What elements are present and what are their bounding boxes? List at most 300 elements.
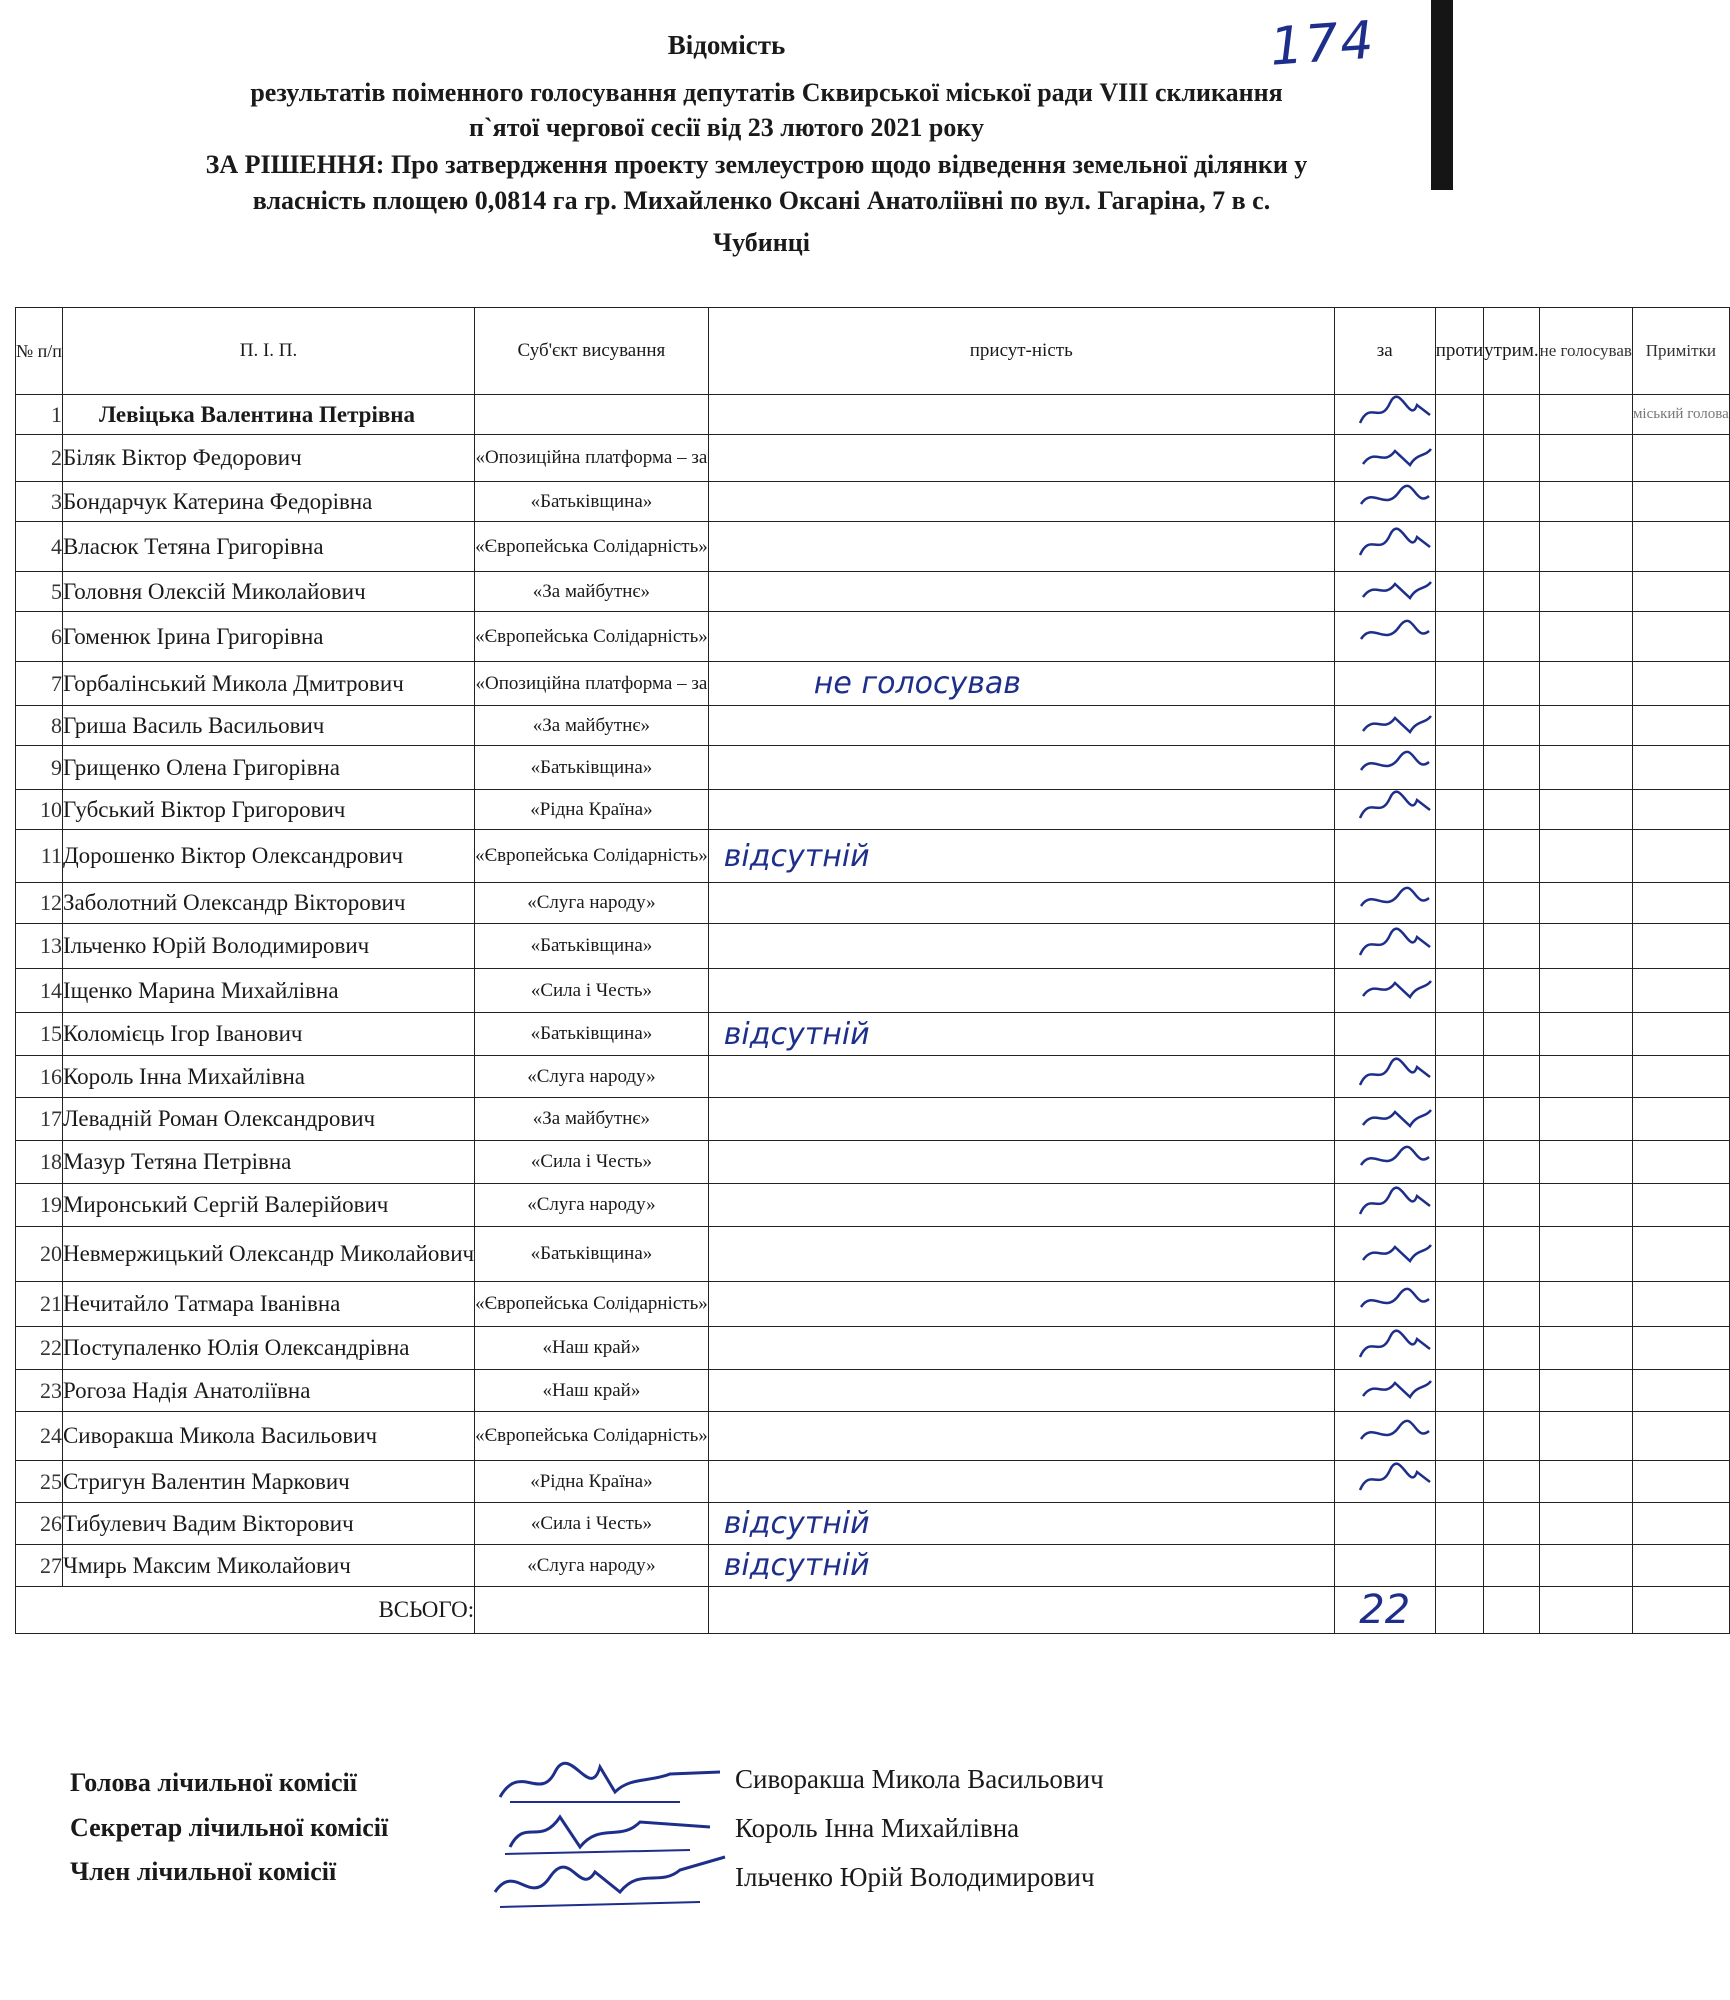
row-number: 19 bbox=[16, 1184, 63, 1227]
signature-mark bbox=[1355, 1235, 1435, 1269]
table-row bbox=[16, 1503, 1730, 1545]
vote-for-cell bbox=[1334, 790, 1435, 830]
table-row bbox=[16, 1461, 1730, 1503]
presence-cell bbox=[708, 1141, 1334, 1184]
commission-secretary-role: Секретар лічильної комісії bbox=[70, 1813, 389, 1842]
handwritten-status: відсутній bbox=[723, 838, 870, 874]
deputy-name: Нечитайло Татмара Іванівна bbox=[62, 1282, 474, 1327]
presence-cell bbox=[708, 1412, 1334, 1461]
vote-against-cell bbox=[1435, 706, 1483, 746]
signature-mark bbox=[1355, 1462, 1435, 1496]
col-header-note: Примітки bbox=[1632, 308, 1729, 395]
col-header-against: проти bbox=[1435, 308, 1483, 395]
row-note bbox=[1632, 706, 1729, 746]
vote-for-cell bbox=[1334, 1503, 1435, 1545]
col-header-for: за bbox=[1334, 308, 1435, 395]
row-note bbox=[1632, 1461, 1729, 1503]
signature-mark bbox=[1355, 706, 1435, 740]
row-number: 26 bbox=[16, 1503, 63, 1545]
row-number: 14 bbox=[16, 969, 63, 1013]
row-note bbox=[1632, 746, 1729, 790]
col-header-abstain: утрим. bbox=[1484, 308, 1539, 395]
nominating-party: «Європейська Солідарність» bbox=[475, 1282, 709, 1327]
commission-secretary-signature bbox=[480, 1802, 730, 1862]
vote-not-voted-cell bbox=[1539, 790, 1632, 830]
vote-not-voted-cell bbox=[1539, 706, 1632, 746]
vote-not-voted-cell bbox=[1539, 1412, 1632, 1461]
nominating-party: «Наш край» bbox=[475, 1327, 709, 1370]
row-number: 7 bbox=[16, 662, 63, 706]
row-note bbox=[1632, 435, 1729, 482]
vote-abstain-cell bbox=[1484, 1141, 1539, 1184]
vote-against-cell bbox=[1435, 1141, 1483, 1184]
signature-mark bbox=[1355, 439, 1435, 473]
presence-cell bbox=[708, 1013, 1334, 1056]
vote-not-voted-cell bbox=[1539, 1184, 1632, 1227]
vote-for-cell bbox=[1334, 662, 1435, 706]
signature-mark bbox=[1355, 482, 1435, 516]
vote-for-cell bbox=[1334, 1461, 1435, 1503]
vote-against-cell bbox=[1435, 662, 1483, 706]
decision-line1: ЗА РІШЕННЯ: Про затвердження проекту землеустрою щодо відведення земельної ділянки у bbox=[205, 150, 1308, 179]
vote-abstain-cell bbox=[1484, 662, 1539, 706]
table-row bbox=[16, 1013, 1730, 1056]
deputy-name: Невмержицький Олександр Миколайович bbox=[62, 1227, 474, 1282]
presence-cell bbox=[708, 924, 1334, 969]
table-row bbox=[16, 1370, 1730, 1412]
table-row bbox=[16, 662, 1730, 706]
vote-not-voted-cell bbox=[1539, 612, 1632, 662]
row-note bbox=[1632, 1098, 1729, 1141]
nominating-party: «Сила і Честь» bbox=[475, 969, 709, 1013]
row-note bbox=[1632, 830, 1729, 883]
nominating-party: «Сила і Честь» bbox=[475, 1503, 709, 1545]
nominating-party: «За майбутнє» bbox=[475, 1098, 709, 1141]
vote-against-cell bbox=[1435, 924, 1483, 969]
vote-for-cell bbox=[1334, 1412, 1435, 1461]
vote-not-voted-cell bbox=[1539, 1141, 1632, 1184]
commission-head-signature bbox=[480, 1752, 730, 1812]
vote-against-cell bbox=[1435, 790, 1483, 830]
nominating-party: «Батьківщина» bbox=[475, 1013, 709, 1056]
signature-mark bbox=[1355, 971, 1435, 1005]
signature-mark bbox=[1355, 1186, 1435, 1220]
col-header-present: присут-ність bbox=[708, 308, 1334, 395]
vote-against-cell bbox=[1435, 522, 1483, 572]
vote-not-voted-cell bbox=[1539, 746, 1632, 790]
nominating-party bbox=[475, 395, 709, 435]
row-note bbox=[1632, 1056, 1729, 1098]
table-row bbox=[16, 924, 1730, 969]
row-number: 12 bbox=[16, 883, 63, 924]
handwritten-status: відсутній bbox=[723, 1548, 870, 1583]
presence-cell bbox=[708, 883, 1334, 924]
nominating-party: «Слуга народу» bbox=[475, 1545, 709, 1587]
table-row bbox=[16, 1184, 1730, 1227]
vote-abstain-cell bbox=[1484, 924, 1539, 969]
nominating-party: «Наш край» bbox=[475, 1370, 709, 1412]
handwritten-status: не голосував bbox=[813, 666, 1021, 701]
row-number: 6 bbox=[16, 612, 63, 662]
vote-against-cell bbox=[1435, 1282, 1483, 1327]
signature-mark bbox=[1355, 884, 1435, 918]
vote-not-voted-cell bbox=[1539, 662, 1632, 706]
document-title: Відомість bbox=[667, 30, 786, 60]
vote-abstain-cell bbox=[1484, 522, 1539, 572]
decision-line3: Чубинці bbox=[713, 228, 810, 257]
nominating-party: «Європейська Солідарність» bbox=[475, 830, 709, 883]
signature-mark bbox=[1355, 1417, 1435, 1451]
row-number: 15 bbox=[16, 1013, 63, 1056]
col-header-name: П. І. П. bbox=[62, 308, 474, 395]
document-subtitle-line1: результатів поіменного голосування депутатів Сквирської міської ради VIII скликання bbox=[250, 78, 1283, 107]
vote-abstain-cell bbox=[1484, 1412, 1539, 1461]
vote-for-cell bbox=[1334, 1282, 1435, 1327]
nominating-party: «Слуга народу» bbox=[475, 883, 709, 924]
presence-cell bbox=[708, 1227, 1334, 1282]
vote-against-cell bbox=[1435, 1013, 1483, 1056]
vote-abstain-cell bbox=[1484, 482, 1539, 522]
row-number: 24 bbox=[16, 1412, 63, 1461]
nominating-party: «Опозиційна платформа – за bbox=[475, 662, 709, 706]
vote-not-voted-cell bbox=[1539, 522, 1632, 572]
row-number: 17 bbox=[16, 1098, 63, 1141]
vote-not-voted-cell bbox=[1539, 395, 1632, 435]
row-note bbox=[1632, 522, 1729, 572]
presence-cell bbox=[708, 1461, 1334, 1503]
vote-for-cell bbox=[1334, 1327, 1435, 1370]
row-note bbox=[1632, 1503, 1729, 1545]
table-row bbox=[16, 1141, 1730, 1184]
vote-abstain-cell bbox=[1484, 612, 1539, 662]
row-number: 25 bbox=[16, 1461, 63, 1503]
row-note bbox=[1632, 883, 1729, 924]
vote-abstain-cell bbox=[1484, 1227, 1539, 1282]
presence-cell bbox=[708, 1370, 1334, 1412]
table-row bbox=[16, 395, 1730, 435]
vote-not-voted-cell bbox=[1539, 1056, 1632, 1098]
table-row bbox=[16, 1282, 1730, 1327]
row-note bbox=[1632, 1545, 1729, 1587]
row-note bbox=[1632, 1184, 1729, 1227]
vote-table bbox=[15, 307, 1730, 1634]
presence-cell bbox=[708, 612, 1334, 662]
vote-against-cell bbox=[1435, 1412, 1483, 1461]
table-row bbox=[16, 572, 1730, 612]
table-row bbox=[16, 482, 1730, 522]
nominating-party: «Європейська Солідарність» bbox=[475, 1412, 709, 1461]
table-row bbox=[16, 830, 1730, 883]
vote-for-cell bbox=[1334, 1098, 1435, 1141]
vote-abstain-cell bbox=[1484, 790, 1539, 830]
vote-against-cell bbox=[1435, 395, 1483, 435]
total-against-cell bbox=[1435, 1587, 1483, 1634]
deputy-name: Гоменюк Ірина Григорівна bbox=[62, 612, 474, 662]
nominating-party: «Батьківщина» bbox=[475, 482, 709, 522]
vote-abstain-cell bbox=[1484, 1184, 1539, 1227]
col-header-not-voted: не голосував bbox=[1539, 308, 1632, 395]
row-number: 11 bbox=[16, 830, 63, 883]
deputy-name: Головня Олексій Миколайович bbox=[62, 572, 474, 612]
vote-not-voted-cell bbox=[1539, 1370, 1632, 1412]
commission-secretary-name: Король Інна Михайлівна bbox=[735, 1813, 1020, 1843]
vote-for-cell bbox=[1334, 924, 1435, 969]
nominating-party: «Сила і Честь» bbox=[475, 1141, 709, 1184]
vote-for-cell bbox=[1334, 1013, 1435, 1056]
table-row bbox=[16, 969, 1730, 1013]
row-number: 10 bbox=[16, 790, 63, 830]
vote-for-cell bbox=[1334, 612, 1435, 662]
row-note bbox=[1632, 1013, 1729, 1056]
vote-against-cell bbox=[1435, 572, 1483, 612]
commission-member-role: Член лічильної комісії bbox=[70, 1857, 337, 1886]
vote-against-cell bbox=[1435, 1227, 1483, 1282]
total-label: ВСЬОГО: bbox=[16, 1587, 475, 1634]
vote-for-cell bbox=[1334, 706, 1435, 746]
total-row bbox=[16, 1587, 1730, 1634]
vote-against-cell bbox=[1435, 482, 1483, 522]
nominating-party: «Батьківщина» bbox=[475, 1227, 709, 1282]
vote-abstain-cell bbox=[1484, 1327, 1539, 1370]
vote-against-cell bbox=[1435, 435, 1483, 482]
presence-cell bbox=[708, 830, 1334, 883]
vote-for-cell bbox=[1334, 746, 1435, 790]
table-row bbox=[16, 1056, 1730, 1098]
nominating-party: «Європейська Солідарність» bbox=[475, 522, 709, 572]
vote-abstain-cell bbox=[1484, 969, 1539, 1013]
nominating-party: «Європейська Солідарність» bbox=[475, 612, 709, 662]
row-note bbox=[1632, 612, 1729, 662]
deputy-name: Гриша Василь Васильович bbox=[62, 706, 474, 746]
nominating-party: «Опозиційна платформа – за bbox=[475, 435, 709, 482]
vote-against-cell bbox=[1435, 1327, 1483, 1370]
total-for-value: 22 bbox=[1334, 1587, 1435, 1634]
vote-not-voted-cell bbox=[1539, 435, 1632, 482]
deputy-name: Левадній Роман Олександрович bbox=[62, 1098, 474, 1141]
row-number: 16 bbox=[16, 1056, 63, 1098]
handwritten-status: відсутній bbox=[723, 1506, 870, 1541]
row-number: 18 bbox=[16, 1141, 63, 1184]
nominating-party: «За майбутнє» bbox=[475, 572, 709, 612]
row-number: 9 bbox=[16, 746, 63, 790]
vote-not-voted-cell bbox=[1539, 1282, 1632, 1327]
signature-mark bbox=[1355, 1371, 1435, 1405]
vote-not-voted-cell bbox=[1539, 969, 1632, 1013]
vote-abstain-cell bbox=[1484, 395, 1539, 435]
vote-abstain-cell bbox=[1484, 1370, 1539, 1412]
vote-abstain-cell bbox=[1484, 1545, 1539, 1587]
table-row bbox=[16, 435, 1730, 482]
row-number: 2 bbox=[16, 435, 63, 482]
row-number: 23 bbox=[16, 1370, 63, 1412]
signature-mark bbox=[1355, 1057, 1435, 1091]
table-row bbox=[16, 1412, 1730, 1461]
vote-against-cell bbox=[1435, 746, 1483, 790]
table-row bbox=[16, 706, 1730, 746]
presence-cell bbox=[708, 1184, 1334, 1227]
total-present-cell bbox=[708, 1587, 1334, 1634]
vote-not-voted-cell bbox=[1539, 1098, 1632, 1141]
nominating-party: «Батьківщина» bbox=[475, 746, 709, 790]
row-note bbox=[1632, 1370, 1729, 1412]
presence-cell bbox=[708, 790, 1334, 830]
vote-not-voted-cell bbox=[1539, 482, 1632, 522]
nominating-party: «Слуга народу» bbox=[475, 1184, 709, 1227]
deputy-name: Мазур Тетяна Петрівна bbox=[62, 1141, 474, 1184]
row-note bbox=[1632, 924, 1729, 969]
presence-cell bbox=[708, 746, 1334, 790]
nominating-party: «Слуга народу» bbox=[475, 1056, 709, 1098]
vote-for-cell bbox=[1334, 482, 1435, 522]
vote-not-voted-cell bbox=[1539, 1503, 1632, 1545]
vote-for-cell bbox=[1334, 830, 1435, 883]
vote-for-cell bbox=[1334, 395, 1435, 435]
vote-abstain-cell bbox=[1484, 1461, 1539, 1503]
total-abstain-cell bbox=[1484, 1587, 1539, 1634]
presence-cell bbox=[708, 572, 1334, 612]
row-number: 20 bbox=[16, 1227, 63, 1282]
presence-cell bbox=[708, 1056, 1334, 1098]
table-header-row bbox=[16, 308, 1730, 395]
row-note: міський голова bbox=[1632, 395, 1729, 435]
row-number: 3 bbox=[16, 482, 63, 522]
vote-not-voted-cell bbox=[1539, 1227, 1632, 1282]
table-row bbox=[16, 612, 1730, 662]
vote-against-cell bbox=[1435, 1461, 1483, 1503]
deputy-name: Біляк Віктор Федорович bbox=[62, 435, 474, 482]
presence-cell bbox=[708, 969, 1334, 1013]
vote-against-cell bbox=[1435, 1370, 1483, 1412]
vote-not-voted-cell bbox=[1539, 1013, 1632, 1056]
presence-cell bbox=[708, 482, 1334, 522]
deputy-name: Тибулевич Вадим Вікторович bbox=[62, 1503, 474, 1545]
presence-cell bbox=[708, 1545, 1334, 1587]
row-number: 8 bbox=[16, 706, 63, 746]
presence-cell bbox=[708, 1098, 1334, 1141]
vote-against-cell bbox=[1435, 1098, 1483, 1141]
signature-mark bbox=[1355, 748, 1435, 782]
vote-not-voted-cell bbox=[1539, 1545, 1632, 1587]
nominating-party: «За майбутнє» bbox=[475, 706, 709, 746]
row-number: 22 bbox=[16, 1327, 63, 1370]
row-number: 5 bbox=[16, 572, 63, 612]
table-row bbox=[16, 522, 1730, 572]
vote-for-cell bbox=[1334, 1056, 1435, 1098]
deputy-name: Губський Віктор Григорович bbox=[62, 790, 474, 830]
signature-mark bbox=[1355, 1143, 1435, 1177]
row-note bbox=[1632, 572, 1729, 612]
row-number: 13 bbox=[16, 924, 63, 969]
presence-cell bbox=[708, 395, 1334, 435]
vote-against-cell bbox=[1435, 969, 1483, 1013]
deputy-name: Дорошенко Віктор Олександрович bbox=[62, 830, 474, 883]
vote-table-body bbox=[16, 395, 1730, 1587]
vote-for-cell bbox=[1334, 1184, 1435, 1227]
row-number: 27 bbox=[16, 1545, 63, 1587]
presence-cell bbox=[708, 1327, 1334, 1370]
vote-for-cell bbox=[1334, 1227, 1435, 1282]
row-note bbox=[1632, 1327, 1729, 1370]
deputy-name: Горбалінський Микола Дмитрович bbox=[62, 662, 474, 706]
vote-against-cell bbox=[1435, 1184, 1483, 1227]
deputy-name: Сиворакша Микола Васильович bbox=[62, 1412, 474, 1461]
signature-mark bbox=[1355, 927, 1435, 961]
vote-abstain-cell bbox=[1484, 1282, 1539, 1327]
vote-abstain-cell bbox=[1484, 1013, 1539, 1056]
row-number: 4 bbox=[16, 522, 63, 572]
vote-for-cell bbox=[1334, 522, 1435, 572]
vote-not-voted-cell bbox=[1539, 1327, 1632, 1370]
vote-not-voted-cell bbox=[1539, 1461, 1632, 1503]
signature-mark bbox=[1355, 395, 1435, 429]
handwritten-page-number: 174 bbox=[1268, 10, 1378, 78]
vote-for-cell bbox=[1334, 1370, 1435, 1412]
vote-abstain-cell bbox=[1484, 1098, 1539, 1141]
deputy-name: Миронський Сергій Валерійович bbox=[62, 1184, 474, 1227]
commission-head-role: Голова лічильної комісії bbox=[70, 1768, 357, 1797]
table-row bbox=[16, 883, 1730, 924]
vote-for-cell bbox=[1334, 572, 1435, 612]
vote-for-cell bbox=[1334, 1545, 1435, 1587]
row-note bbox=[1632, 790, 1729, 830]
row-note bbox=[1632, 969, 1729, 1013]
vote-abstain-cell bbox=[1484, 706, 1539, 746]
signature-mark bbox=[1355, 1329, 1435, 1363]
presence-cell bbox=[708, 1503, 1334, 1545]
table-row bbox=[16, 1098, 1730, 1141]
vote-for-cell bbox=[1334, 883, 1435, 924]
total-not-voted-cell bbox=[1539, 1587, 1632, 1634]
total-note-cell bbox=[1632, 1587, 1729, 1634]
vote-abstain-cell bbox=[1484, 830, 1539, 883]
deputy-name: Король Інна Михайлівна bbox=[62, 1056, 474, 1098]
vote-abstain-cell bbox=[1484, 435, 1539, 482]
vote-for-cell bbox=[1334, 969, 1435, 1013]
vote-against-cell bbox=[1435, 612, 1483, 662]
table-row bbox=[16, 746, 1730, 790]
vote-for-cell bbox=[1334, 1141, 1435, 1184]
presence-cell bbox=[708, 1282, 1334, 1327]
deputy-name: Стригун Валентин Маркович bbox=[62, 1461, 474, 1503]
table-row bbox=[16, 790, 1730, 830]
vote-abstain-cell bbox=[1484, 1056, 1539, 1098]
deputy-name: Власюк Тетяна Григорівна bbox=[62, 522, 474, 572]
total-party-cell bbox=[475, 1587, 709, 1634]
vote-not-voted-cell bbox=[1539, 572, 1632, 612]
vote-not-voted-cell bbox=[1539, 883, 1632, 924]
signature-mark bbox=[1355, 527, 1435, 561]
deputy-name: Заболотний Олександр Вікторович bbox=[62, 883, 474, 924]
signature-mark bbox=[1355, 572, 1435, 606]
row-number: 1 bbox=[16, 395, 63, 435]
col-header-num: № п/п bbox=[16, 308, 63, 395]
row-note bbox=[1632, 1282, 1729, 1327]
deputy-name: Ільченко Юрій Володимирович bbox=[62, 924, 474, 969]
row-note bbox=[1632, 1227, 1729, 1282]
signature-mark bbox=[1355, 1100, 1435, 1134]
vote-for-cell bbox=[1334, 435, 1435, 482]
nominating-party: «Рідна Країна» bbox=[475, 1461, 709, 1503]
vote-abstain-cell bbox=[1484, 883, 1539, 924]
row-note bbox=[1632, 1412, 1729, 1461]
row-note bbox=[1632, 482, 1729, 522]
deputy-name: Грищенко Олена Григорівна bbox=[62, 746, 474, 790]
row-note bbox=[1632, 662, 1729, 706]
commission-member-name: Ільченко Юрій Володимирович bbox=[735, 1862, 1095, 1892]
presence-cell bbox=[708, 435, 1334, 482]
handwritten-status: відсутній bbox=[723, 1016, 870, 1052]
vote-against-cell bbox=[1435, 830, 1483, 883]
